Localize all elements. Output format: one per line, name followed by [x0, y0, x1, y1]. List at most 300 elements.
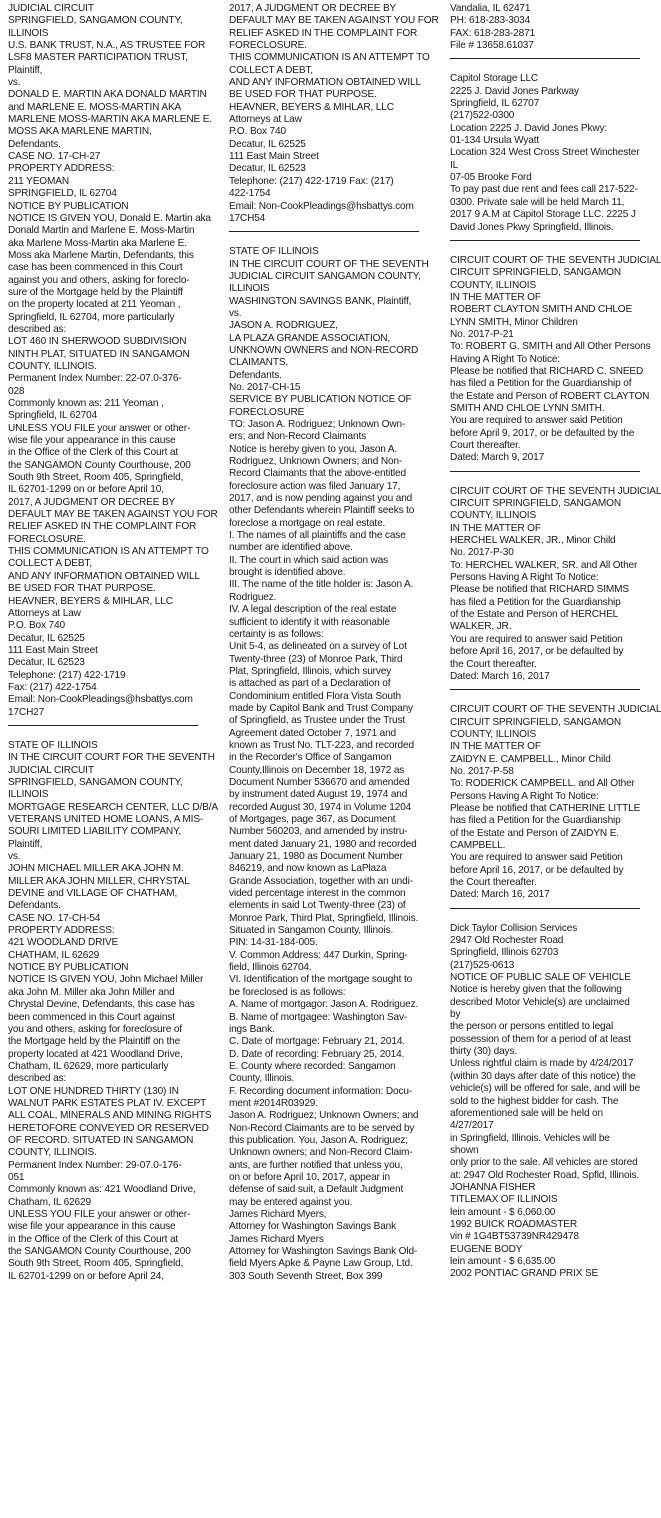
notice-foreclosure-rodriguez-continued [450, 3, 640, 52]
notice-foreclosure-martin [8, 3, 218, 719]
notice-line: MOSS AKA MARLENE MARTIN, [8, 126, 152, 138]
notice-line: II. The court in which said action was [229, 554, 389, 566]
notice-line: HEAVNER, BEYERS & MIHLAR, LLC [229, 101, 394, 113]
notice-line: CIRCUIT COURT OF THE SEVENTH JUDICIAL [450, 485, 661, 497]
notice-line: WASHINGTON SAVINGS BANK, Plaintiff, [229, 295, 412, 307]
notice-line: the Court thereafter. [450, 877, 537, 888]
notice-line: NINTH PLAT, SITUATED IN SANGAMON [8, 348, 190, 360]
notice-line: Chatham, IL 62629 [8, 1196, 91, 1208]
notice-line: CASE NO. 17-CH-27 [8, 151, 101, 163]
notice-guardianship-smith [450, 254, 661, 465]
notice-line: thirty (30) days. [450, 1046, 518, 1058]
notice-line: in the Office of the Clerk of this Court at [8, 447, 179, 459]
notice-line: CIRCUIT COURT OF THE SEVENTH JUDICIAL [450, 704, 661, 716]
notice-line: ALL COAL, MINERALS AND MINING RIGHTS [8, 1110, 212, 1122]
notice-line: TO: Jason A. Rodriguez; Unknown Own- [229, 419, 406, 430]
column-3 [450, 3, 661, 1281]
notice-line: Plaintiff, [8, 838, 43, 850]
notice-line: AND ANY INFORMATION OBTAINED WILL [229, 77, 421, 89]
notice-line: VETERANS UNITED HOME LOANS, A MIS- [8, 814, 204, 825]
notice-foreclosure-rodriguez [229, 246, 429, 1283]
notice-line: the Estate and Person of ROBERT CLAYTON [450, 390, 650, 402]
notice-line: No. 2017-P-58 [450, 765, 514, 777]
notice-line: Court thereafter. [450, 440, 521, 451]
notice-line: You are required to answer said Petition [450, 415, 623, 427]
notice-line: OF RECORD. SITUATED IN SANGAMON [8, 1134, 194, 1146]
notice-line: by instrument dated August 19, 1974 and [229, 789, 408, 801]
notice-divider [450, 240, 640, 241]
notice-line: P.O. Box 740 [8, 620, 65, 632]
notice-line: FAX: 618-283-2871 [450, 27, 535, 39]
notice-line: IN THE CIRCUIT COURT OF THE SEVENTH [229, 258, 429, 270]
notice-line: LA PLAZA GRANDE ASSOCIATION, [229, 332, 391, 344]
notice-line: MORTGAGE RESEARCH CENTER, LLC D/B/A [8, 801, 218, 813]
notice-line: LOT ONE HUNDRED THIRTY (130) IN [8, 1085, 179, 1097]
notice-line: I. The names of all plaintiffs and the case [229, 530, 406, 542]
notice-line: of the Estate and Person of HERCHEL [450, 609, 619, 621]
notice-line: South 9th Street, Room 405, Springfield, [8, 472, 184, 484]
notice-line: IL 62701-1299 on or before April 10, [8, 484, 164, 496]
notice-line: brought is identified above. [229, 567, 346, 579]
notice-line: Document Number 536670 and amended [229, 776, 410, 788]
notice-line: 2947 Old Rochester Road [450, 935, 564, 947]
notice-line: DEFAULT MAY BE TAKEN AGAINST YOU FOR [229, 15, 439, 27]
notice-line: 422-1754 [229, 188, 271, 200]
notice-line: shown [450, 1144, 479, 1156]
notice-line: WALKER, JR. [450, 621, 512, 633]
notice-line: IN THE MATTER OF [450, 291, 541, 303]
notice-line: (217)522-0300 [450, 110, 515, 122]
notice-line: Attorneys at Law [229, 114, 302, 126]
notice-line: known as Trust No. TLT-223, and recorded [229, 739, 414, 751]
notice-line: 17CH27 [8, 706, 45, 718]
notice-line: RELIEF ASKED IN THE COMPLAINT FOR [8, 521, 197, 533]
notice-line: Condominium entitled Flora Vista South [229, 690, 401, 702]
notice-line: Persons Having A Right To Notice: [450, 572, 599, 584]
notice-line: No. 2017-CH-15 [229, 381, 301, 393]
notice-line: Email: Non-CookPleadings@hsbattys.com [8, 694, 193, 706]
notice-line: STATE OF ILLINOIS [229, 246, 319, 258]
notice-line: Commonly known as: 421 Woodland Drive, [8, 1184, 196, 1196]
notice-line: IV. A legal description of the real estate [229, 604, 397, 616]
notice-line: Springfield, IL 62707 [450, 98, 540, 110]
notice-line: JUDICIAL CIRCUIT [8, 3, 94, 14]
notice-line: and MARLENE E. MOSS-MARTIN AKA [8, 101, 182, 113]
notice-line: CHATHAM, IL 62629 [8, 949, 100, 961]
notice-line: 028 [8, 385, 25, 397]
notice-line: Dick Taylor Collision Services [450, 922, 578, 934]
notice-line: been commenced in this Court against [8, 1011, 175, 1023]
notice-line: ment #2014R03929. [229, 1097, 318, 1109]
notice-line: County,Illinois on December 18, 1972 as [229, 764, 405, 776]
notice-line: DONALD E. MARTIN AKA DONALD MARTIN [8, 89, 207, 101]
notice-line: Attorney for Washington Savings Bank Old- [229, 1246, 418, 1258]
notice-line: Email: Non-CookPleadings@hsbattys.com [229, 200, 414, 212]
notice-line: field Myers Apke & Payne Law Group, Ltd. [229, 1258, 413, 1270]
notice-line: 2017 9 A.M at Capitol Storage LLC. 2225 J [450, 209, 636, 221]
notice-line: LSF8 MASTER PARTICIPATION TRUST, [8, 52, 188, 64]
notice-line: 2225 J. David Jones Parkway [450, 85, 579, 97]
notice-line: Notice is hereby given that the following [450, 984, 622, 996]
notice-line: DEFAULT MAY BE TAKEN AGAINST YOU FOR [8, 509, 218, 521]
notice-line: Monroe Park, Third Plat, Springfield, Illinois. [229, 912, 419, 924]
notice-line: (217)525-0613 [450, 959, 515, 971]
notice-line: File # 13658.61037 [450, 40, 534, 52]
notice-line: property located at 421 Woodland Drive, [8, 1048, 183, 1060]
notice-line: To: ROBERT G. SMITH and All Other Persons [450, 341, 651, 353]
notice-line: COLLECT A DEBT, [8, 558, 92, 570]
notice-line: has filed a Petition for the Guardianship [450, 596, 621, 608]
notice-line: has filed a Petition for the Guardianship of [450, 378, 632, 390]
notice-line: South 9th Street, Room 405, Springfield, [8, 1258, 184, 1270]
notice-line: Vandalia, IL 62471 [450, 3, 531, 14]
notice-line: recorded August 30, 1974 in Volume 1204 [229, 801, 412, 813]
notice-line: Please be notified that RICHARD C. SNEED [450, 365, 644, 377]
notice-line: ers; and Non-Record Claimants [229, 431, 367, 443]
notice-line: NOTICE IS GIVEN YOU, Donald E. Martin aka [8, 212, 211, 224]
notice-divider [450, 58, 640, 59]
notice-line: the SANGAMON County Courthouse, 200 [8, 1246, 191, 1258]
notice-line: JASON A. RODRIGUEZ, [229, 320, 338, 332]
notice-line: SERVICE BY PUBLICATION NOTICE OF [229, 394, 412, 406]
notice-line: aka Marlene Moss-Martin aka Marlene E. [8, 237, 187, 249]
notice-line: 111 East Main Street [8, 644, 98, 656]
notice-line: the SANGAMON County Courthouse, 200 [8, 459, 191, 471]
notice-line: be foreclosed is as follows: [229, 986, 346, 998]
notice-line: of Mortgages, page 367, as Document [229, 814, 396, 825]
notice-line: at: 2947 Old Rochester Road, Spfld, Illinois. [450, 1169, 640, 1181]
notice-line: COUNTY, ILLINOIS. [8, 1147, 97, 1159]
notice-line: sufficient to identify it with reasonable [229, 616, 390, 628]
notice-line: COUNTY, ILLINOIS [450, 510, 537, 522]
notice-line: Plat, Springfield, Illinois, which survey [229, 665, 392, 677]
notice-line: aka John M. Miller aka John Miller and [8, 986, 175, 998]
notice-line: Dated: March 16, 2017 [450, 889, 550, 901]
notice-line: EUGENE BODY [450, 1243, 523, 1255]
notice-line: RELIEF ASKED IN THE COMPLAINT FOR [229, 27, 418, 39]
notice-line: FORECLOSURE. [8, 533, 86, 545]
notice-line: CIRCUIT SPRINGFIELD, SANGAMON [450, 716, 622, 728]
notice-line: Defendants. [8, 900, 61, 912]
notice-line: in Springfield, Illinois. Vehicles will be [450, 1132, 610, 1144]
notice-line: the person or persons entitled to legal [450, 1021, 614, 1033]
notice-line: You are required to answer said Petition [450, 852, 623, 864]
notice-line: you and others, asking for foreclosure of [8, 1023, 182, 1035]
notice-line: P.O. Box 740 [229, 126, 286, 138]
notice-guardianship-campbell [450, 704, 661, 902]
notice-line: UNKNOWN OWNERS and NON-RECORD [229, 344, 419, 356]
column-1 [8, 3, 218, 1283]
notice-line: C. Date of mortgage: February 21, 2014. [229, 1036, 405, 1048]
notice-line: Attorney for Washington Savings Bank [229, 1221, 397, 1233]
notice-line: James Richard Myers, [229, 1209, 327, 1220]
notice-line: Number 560203, and amended by instru- [229, 826, 408, 838]
notice-line: possession of them for a period of at least [450, 1033, 631, 1045]
notice-line: 2017, and is now pending against you and [229, 493, 413, 505]
notice-line: described as: [8, 1073, 67, 1085]
notice-storage-sale [450, 73, 640, 233]
notice-line: To pay past due rent and fees call 217-522- [450, 184, 638, 196]
notice-line: 2017, A JUDGMENT OR DECREE BY [229, 3, 397, 14]
notice-line: described Motor Vehicle(s) are unclaimed [450, 996, 630, 1008]
notice-line: FORECLOSURE [229, 406, 305, 418]
notice-line: STATE OF ILLINOIS [8, 739, 98, 751]
notice-line: 07-05 Brooke Ford [450, 172, 532, 184]
notice-line: 303 South Seventh Street, Box 399 [229, 1270, 383, 1282]
notice-line: field, Illinois 62704. [229, 962, 312, 974]
notice-line: Springfield, IL 62704, more particularly [8, 311, 175, 323]
notice-line: Twenty-three (23) of Monroe Park, Third [229, 653, 403, 665]
notice-line: before April 9, 2017, or be defaulted by the [450, 427, 635, 439]
notice-line: WALNUT PARK ESTATES PLAT IV. EXCEPT [8, 1097, 207, 1109]
notice-line: CIRCUIT SPRINGFIELD, SANGAMON [450, 498, 622, 510]
notice-line: HEAVNER, BEYERS & MIHLAR, LLC [8, 595, 173, 607]
notice-line: BE USED FOR THAT PURPOSE. [229, 89, 377, 101]
notice-line: A. Name of mortgagor: Jason A. Rodriguez. [229, 999, 419, 1011]
notice-line: LYNN SMITH, Minor Children [450, 316, 578, 328]
notice-line: Persons Having A Right To Notice: [450, 790, 599, 802]
notice-line: before April 16, 2017, or be defaulted by [450, 646, 624, 658]
notice-line: 051 [8, 1171, 25, 1183]
notice-divider [450, 471, 640, 472]
notice-line: NOTICE OF PUBLIC SALE OF VEHICLE [450, 972, 631, 984]
notice-line: SMITH AND CHLOE LYNN SMITH. [450, 402, 605, 414]
notice-line: vs. [8, 851, 21, 863]
notice-line: ILLINOIS [8, 789, 49, 801]
notice-line: case has been commenced in this Court [8, 262, 183, 274]
notice-line: Non-Record Claimants are to be served by [229, 1122, 415, 1134]
notice-line: HERCHEL WALKER, JR., Minor Child [450, 535, 616, 547]
notice-line: wise file your appearance in this cause [8, 435, 176, 447]
notice-line: FORECLOSURE. [229, 40, 307, 52]
notice-line: may be entered against you. [229, 1196, 353, 1208]
notice-line: Decatur, IL 62525 [229, 138, 306, 150]
notice-line: HERETOFORE CONVEYED OR RESERVED [8, 1122, 209, 1134]
notice-line: Telephone: (217) 422-1719 [8, 669, 126, 681]
notice-line: of the Estate and Person of ZAIDYN E. [450, 827, 619, 839]
notice-line: Unknown owners; and Non-Record Claim- [229, 1147, 413, 1159]
notice-line: Plaintiff, [8, 64, 43, 76]
notice-line: NOTICE BY PUBLICATION [8, 200, 129, 212]
notice-line: Unit 5-4, as delineated on a survey of Lot [229, 641, 407, 653]
notice-line: CIRCUIT COURT OF THE SEVENTH JUDICIAL [450, 254, 661, 266]
notice-line: Location 324 West Cross Street Winchester [450, 147, 640, 159]
notice-line: on or before April 10, 2017, appear in [229, 1171, 390, 1183]
notice-line: UNLESS YOU FILE your answer or other- [8, 1209, 191, 1220]
notice-line: Springfield, Illinois 62703 [450, 947, 559, 959]
notice-line: ings Bank. [229, 1023, 275, 1035]
notice-line: SPRINGFIELD, SANGAMON COUNTY, [8, 776, 183, 788]
notice-line: January 21, 1980 as Document Number [229, 851, 403, 863]
notice-line: ROBERT CLAYTON SMITH AND CHLOE [450, 304, 633, 316]
notice-divider [450, 689, 640, 690]
notice-line: MARLENE MOSS-MARTIN AKA MARLENE E. [8, 114, 212, 126]
notice-line: this publication. You, Jason A. Rodriguez; [229, 1134, 408, 1146]
notice-line: defense of said suit, a Default Judgment [229, 1184, 404, 1196]
notice-line: Grande Association, together with an undi- [229, 875, 413, 887]
notice-line: LOT 460 IN SHERWOOD SUBDIVISION [8, 336, 187, 348]
notice-line: D. Date of recording: February 25, 2014. [229, 1048, 405, 1060]
notice-line: in the Office of the Clerk of this Court at [8, 1233, 179, 1245]
notice-line: Having A Right To Notice: [450, 353, 560, 365]
notice-line: wise file your appearance in this cause [8, 1221, 176, 1233]
notice-line: 0300. Private sale will be held March 11, [450, 196, 625, 208]
notice-line: COUNTY, ILLINOIS. [8, 360, 97, 372]
notice-line: 1992 BUICK ROADMASTER [450, 1218, 577, 1230]
notice-line: foreclosure action was filed January 17, [229, 480, 401, 492]
notice-line: of Springfield, as Trustee under the Trust [229, 715, 406, 727]
notice-line: vided percentage interest in the common [229, 888, 406, 900]
notice-line: 846219, and now known as LaPlaza [229, 863, 387, 875]
notice-line: No. 2017-P-30 [450, 547, 514, 559]
notice-line: Please be notified that CATHERINE LITTLE [450, 802, 641, 814]
notice-line: ZAIDYN E. CAMPBELL., Minor Child [450, 753, 611, 765]
notice-line: THIS COMMUNICATION IS AN ATTEMPT TO [8, 546, 209, 558]
notice-line: IN THE MATTER OF [450, 522, 541, 534]
notice-line: JOHANNA FISHER [450, 1181, 536, 1193]
notice-line: sold to the highest bidder for cash. The [450, 1095, 619, 1107]
notice-line: Permanent Index Number: 29-07.0-176- [8, 1159, 182, 1171]
notice-line: III. The name of the title holder is: Jason A. [229, 579, 414, 591]
notice-foreclosure-miller-continued [229, 3, 439, 225]
notice-line: Attorneys at Law [8, 607, 81, 619]
notice-line: Chatham, IL 62629, more particularly [8, 1060, 169, 1072]
notice-line: IL [450, 159, 459, 171]
notice-line: foreclose a mortgage on real estate. [229, 517, 386, 529]
notice-line: COUNTY, ILLINOIS [450, 279, 537, 291]
notice-line: Unless rightful claim is made by 4/24/2017 [450, 1058, 634, 1070]
notice-line: PROPERTY ADDRESS: [8, 925, 115, 937]
notice-line: 2017, A JUDGMENT OR DECREE BY [8, 496, 176, 508]
notice-line: DEVINE and VILLAGE OF CHATHAM, [8, 888, 178, 900]
notice-line: IN THE MATTER OF [450, 741, 541, 753]
notice-line: 4/27/2017 [450, 1120, 494, 1132]
notice-line: vehicle(s) will be offered for sale, and will be [450, 1083, 641, 1095]
notice-line: Situated in Sangamon County, Illinois. [229, 925, 394, 937]
notice-line: Capitol Storage LLC [450, 73, 539, 85]
notice-line: Fax: (217) 422-1754 [8, 681, 97, 693]
notice-line: Defendants. [229, 369, 282, 381]
notice-line: B. Name of mortgagee: Washington Sav- [229, 1011, 408, 1023]
notice-line: against you and others, asking for foreclo- [8, 274, 190, 286]
notice-line: 2002 PONTIAC GRAND PRIX SE [450, 1268, 599, 1280]
notice-line: V. Common Address: 447 Durkin, Spring- [229, 949, 408, 961]
notice-line: in the Recorder's Office of Sangamon [229, 752, 392, 764]
column-2 [229, 3, 439, 1283]
notice-line: VI. Identification of the mortgage sought to [229, 974, 413, 986]
notice-line: BE USED FOR THAT PURPOSE. [8, 583, 156, 595]
notice-line: made by Capitol Bank and Trust Company [229, 702, 413, 714]
notice-line: James Richard Myers [229, 1233, 324, 1245]
notice-vehicle-sale [450, 923, 640, 1281]
notice-line: only prior to the sale. All vehicles are stored [450, 1157, 638, 1169]
notice-line: THIS COMMUNICATION IS AN ATTEMPT TO [229, 52, 430, 64]
notice-line: Dated: March 9, 2017 [450, 452, 545, 464]
notice-line: IN THE CIRCUIT COURT FOR THE SEVENTH [8, 752, 215, 764]
notice-line: To: HERCHEL WALKER, SR. and All Other [450, 559, 638, 571]
notice-line: on the property located at 211 Yeoman , [8, 299, 181, 311]
notice-line: 211 YEOMAN [8, 175, 69, 187]
notice-line: COLLECT A DEBT, [229, 64, 313, 76]
notice-line: NOTICE BY PUBLICATION [8, 962, 129, 974]
notice-line: PIN: 14-31-184-005. [229, 937, 318, 949]
notice-line: certainty is as follows: [229, 628, 324, 640]
notice-line: COUNTY, ILLINOIS [450, 728, 537, 740]
notice-line: ILLINOIS [229, 283, 270, 295]
notice-line: U.S. BANK TRUST, N.A., AS TRUSTEE FOR [8, 40, 206, 52]
notice-line: has filed a Petition for the Guardianship [450, 815, 621, 827]
notice-line: David Jones Pkwy Springfield, Illinois. [450, 221, 614, 233]
notice-line: JUDICIAL CIRCUIT [8, 764, 94, 776]
notice-line: County, Illinois. [229, 1073, 295, 1085]
notice-line: Notice is hereby given to you, Jason A. [229, 443, 398, 455]
notice-line: (within 30 days after date of this notice) the [450, 1070, 636, 1082]
notice-line: UNLESS YOU FILE your answer or other- [8, 422, 191, 434]
notice-line: Defendants. [8, 138, 61, 150]
notice-line: is attached as part of a Declaration of [229, 678, 391, 690]
notice-line: the Court thereafter. [450, 658, 537, 670]
notice-guardianship-walker [450, 485, 661, 684]
notice-line: TITLEMAX OF ILLINOIS [450, 1194, 558, 1206]
notice-line: PROPERTY ADDRESS: [8, 163, 115, 175]
notice-line: PH: 618-283-3034 [450, 15, 531, 27]
notice-line: Donald Martin and Marlene E. Moss-Martin [8, 225, 195, 237]
notice-line: elements in said Lot Twenty-three (23) of [229, 900, 406, 912]
notice-divider [229, 231, 419, 232]
notice-line: sure of the Mortgage held by the Plaintiff [8, 286, 183, 298]
notice-line: E. County where recorded: Sangamon [229, 1060, 396, 1072]
notice-line: 421 WOODLAND DRIVE [8, 937, 119, 949]
notice-line: number are identified above. [229, 542, 353, 554]
notice-line: ILLINOIS [8, 27, 49, 39]
notice-line: 17CH54 [229, 212, 266, 224]
notice-line: vs. [229, 307, 242, 319]
notice-line: aforementioned sale will be held on [450, 1107, 603, 1119]
notice-line: 111 East Main Street [229, 151, 319, 163]
notice-line: JOHN MICHAEL MILLER AKA JOHN M. [8, 863, 184, 875]
notice-line: ment dated January 21, 1980 and recorded [229, 838, 417, 850]
notice-line: Please be notified that RICHARD SIMMS [450, 584, 630, 596]
notice-line: Rodriguez. [229, 591, 277, 603]
notice-line: NOTICE IS GIVEN YOU, John Michael Miller [8, 974, 204, 986]
notice-line: JUDICIAL CIRCUIT SANGAMON COUNTY, [229, 270, 421, 282]
notice-line: Agreement dated October 7, 1971 and [229, 727, 397, 739]
notice-line: CLAIMANTS, [229, 357, 289, 369]
notice-line: vs. [8, 77, 21, 89]
notice-line: Record Claimants that the above-entitled [229, 468, 406, 480]
notice-line: Rodriguez, Unknown Owners; and Non- [229, 456, 403, 468]
notice-line: 01-134 Ursula Wyatt [450, 135, 540, 147]
notice-line: by [450, 1009, 461, 1021]
notice-line: To: RODERICK CAMPBELL. and All Other [450, 778, 635, 790]
notice-line: SPRINGFIELD, IL 62704 [8, 188, 117, 200]
notice-line: CIRCUIT SPRINGFIELD, SANGAMON [450, 267, 622, 279]
notice-foreclosure-miller [8, 739, 218, 1283]
notice-divider [450, 908, 640, 909]
notice-line: IL 62701-1299 on or before April 24, [8, 1270, 164, 1282]
notice-line: SPRINGFIELD, SANGAMON COUNTY, [8, 15, 183, 27]
notice-line: vin # 1G4BT53739NR429478 [450, 1231, 579, 1243]
notice-line: No. 2017-P-21 [450, 328, 514, 340]
notice-line: SOURI LIMITED LIABILITY COMPANY, [8, 826, 182, 838]
notice-line: lein amount - $ 6,060.00 [450, 1206, 556, 1218]
notice-line: Dated: March 16, 2017 [450, 670, 550, 682]
notice-line: Permanent Index Number: 22-07.0-376- [8, 373, 182, 385]
notice-line: Chrystal Devine, Defendants, this case has [8, 999, 195, 1011]
notice-line: Commonly known as: 211 Yeoman , [8, 398, 164, 409]
notice-line: MILLER AKA JOHN MILLER, CHRYSTAL [8, 875, 190, 887]
notice-line: Jason A. Rodriguez; Unknown Owners; and [229, 1110, 419, 1122]
